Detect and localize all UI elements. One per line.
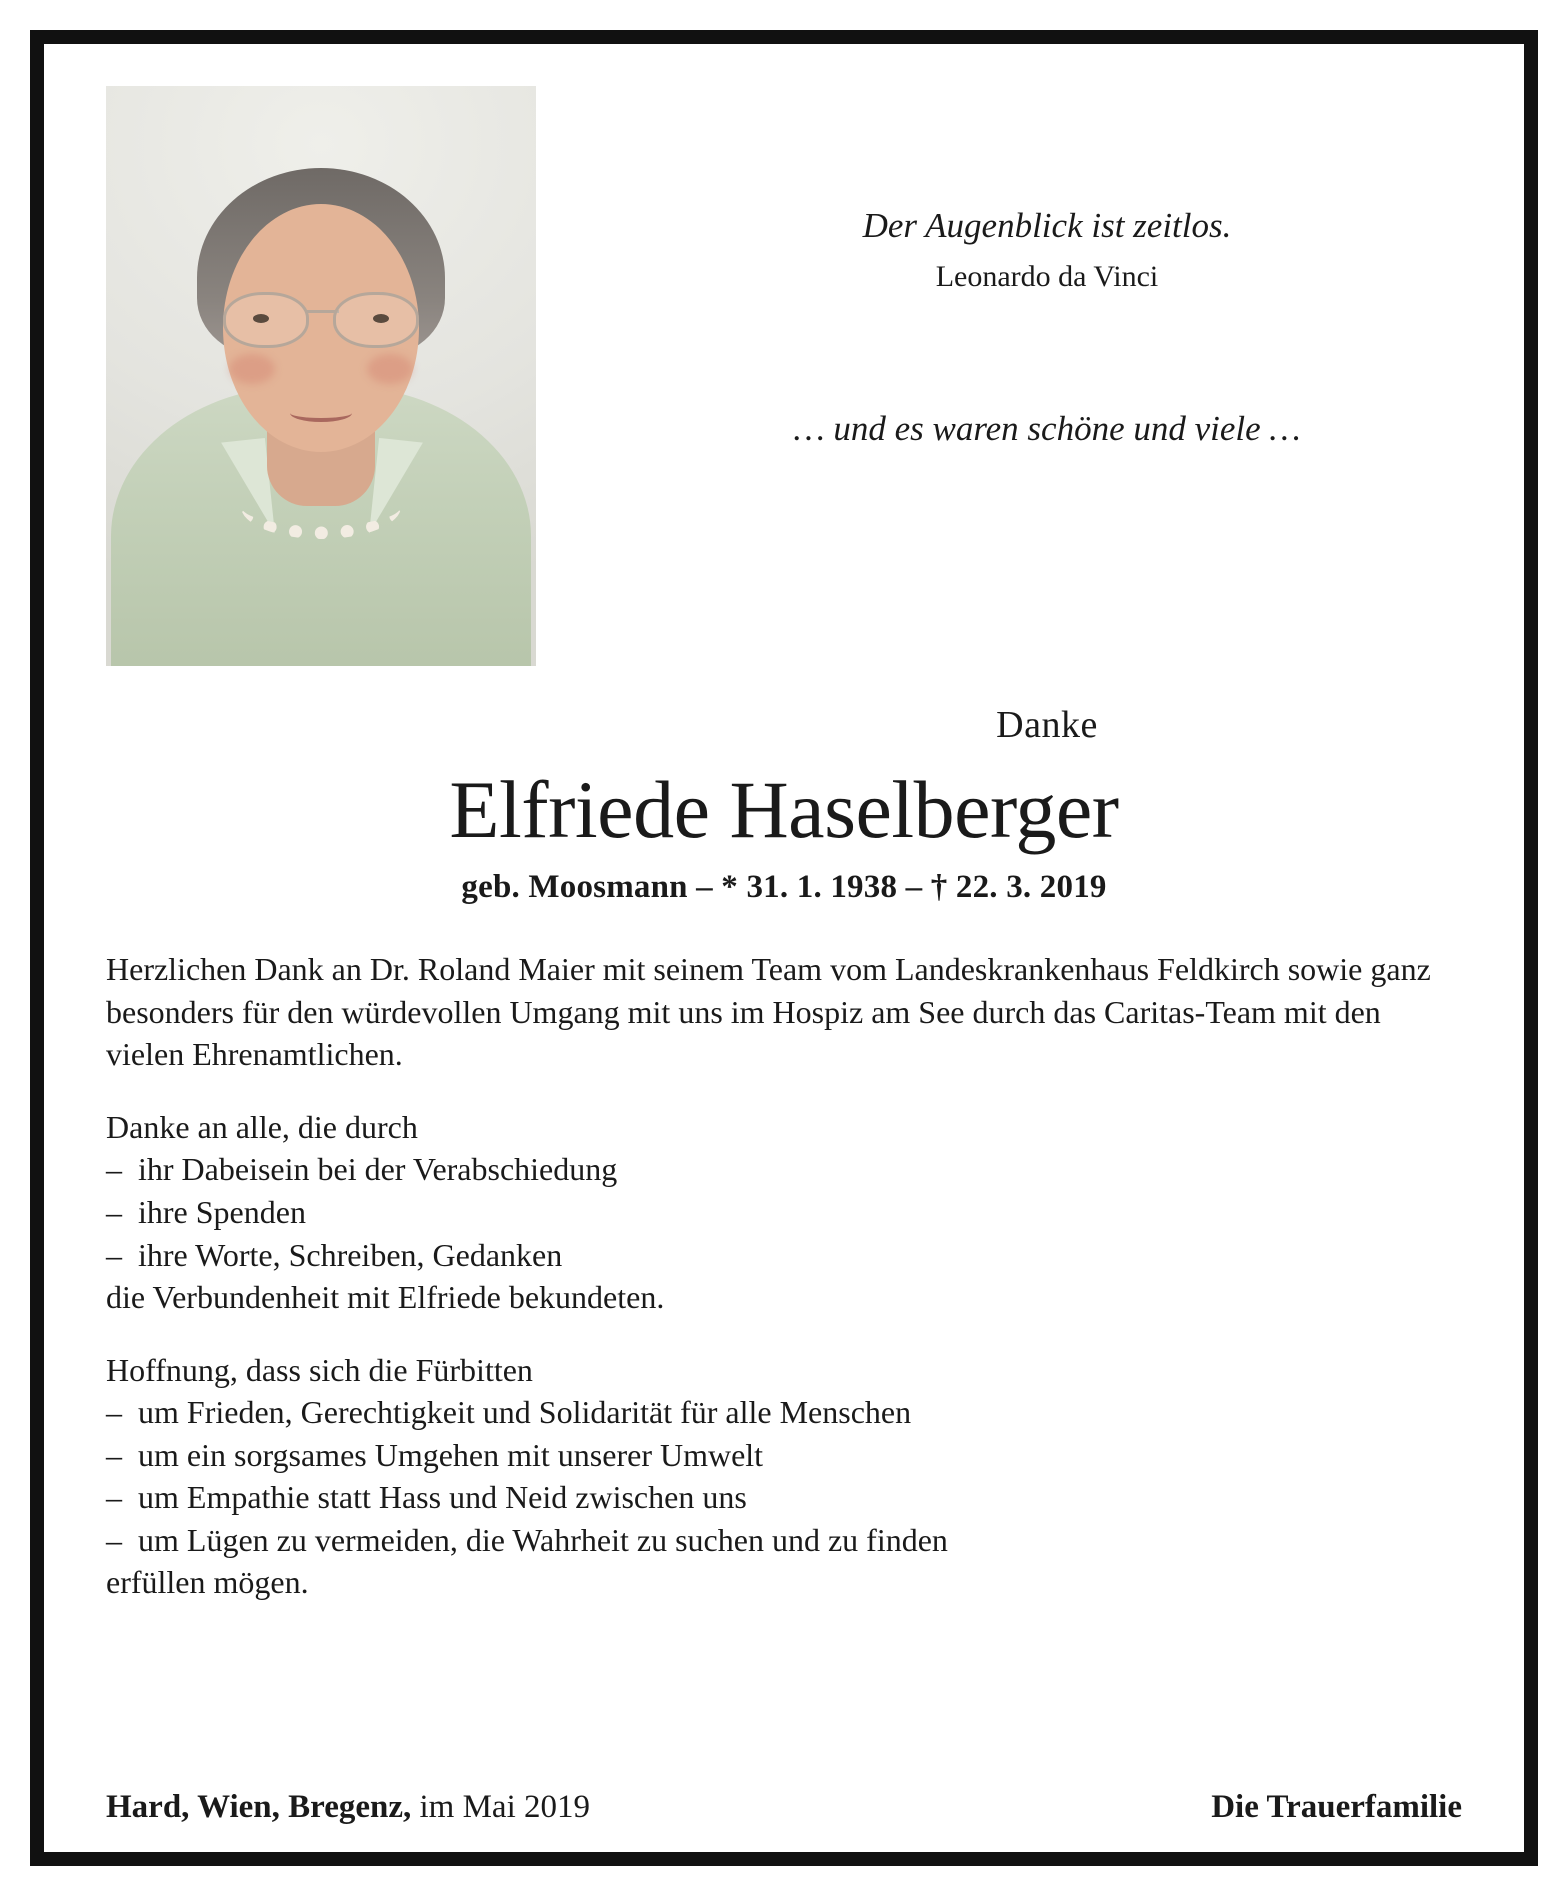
- list-item: – um Empathie statt Hass und Neid zwischen uns: [106, 1479, 747, 1516]
- portrait-photo: [106, 86, 536, 666]
- portrait-pearl-necklace: [241, 474, 401, 539]
- portrait-eye-left: [253, 314, 269, 323]
- hope-intro: Hoffnung, dass sich die Fürbitten: [106, 1351, 533, 1388]
- thanks-paragraph: Herzlichen Dank an Dr. Roland Maier mit seinem Team vom Landeskrankenhaus Feldkirch sowie ganz besonders für den würdevollen Umgang mit uns im Hospiz am See durch das Caritas-Team mit den vielen Ehrenamtlichen.: [106, 951, 1431, 1073]
- birth-death-dates: geb. Moosmann – * 31. 1. 1938 – † 22. 3. 2019: [461, 869, 1107, 906]
- list-item: – um ein sorgsames Umgehen mit unserer Umwelt: [106, 1436, 764, 1473]
- quote-line-2: … und es waren schöne und viele …: [793, 408, 1301, 448]
- quote-line-1: Der Augenblick ist zeitlos.: [862, 206, 1232, 245]
- obituary-card: [30, 30, 1538, 1866]
- quote-author: Leonardo da Vinci: [935, 259, 1159, 293]
- list-item: – um Frieden, Gerechtigkeit und Solidarität für alle Menschen: [106, 1394, 912, 1431]
- header-area: [106, 86, 1462, 747]
- thanks-all-intro: Danke an alle, die durch: [106, 1108, 418, 1145]
- thanks-all-block: [106, 1106, 1462, 1319]
- list-item: – ihre Spenden: [106, 1193, 306, 1230]
- footer-date: im Mai 2019: [419, 1789, 590, 1825]
- footer: [106, 1789, 1462, 1826]
- list-item: – ihr Dabeisein bei der Verabschiedung: [106, 1151, 618, 1188]
- portrait-cheek-right: [367, 354, 413, 384]
- page-title: Elfriede Haselberger: [449, 764, 1119, 856]
- portrait-eye-right: [373, 314, 389, 323]
- quote-column: [536, 86, 1462, 747]
- footer-place-date: [106, 1789, 590, 1826]
- footer-family: Die Trauerfamilie: [1211, 1789, 1462, 1825]
- thanks-all-outro: die Verbundenheit mit Elfriede bekundeten.: [106, 1279, 665, 1316]
- list-item: – ihre Worte, Schreiben, Gedanken: [106, 1236, 563, 1273]
- hope-block: [106, 1349, 1462, 1604]
- body-text: [106, 948, 1462, 1604]
- portrait-cheek-left: [229, 354, 275, 384]
- list-item: – um Lügen zu vermeiden, die Wahrheit zu suchen und zu finden: [106, 1521, 948, 1558]
- portrait-glasses: [221, 292, 421, 344]
- hope-outro: erfüllen mögen.: [106, 1564, 309, 1601]
- footer-place: Hard, Wien, Bregenz,: [106, 1789, 412, 1825]
- portrait-mouth: [290, 404, 352, 422]
- danke-heading: Danke: [996, 704, 1098, 747]
